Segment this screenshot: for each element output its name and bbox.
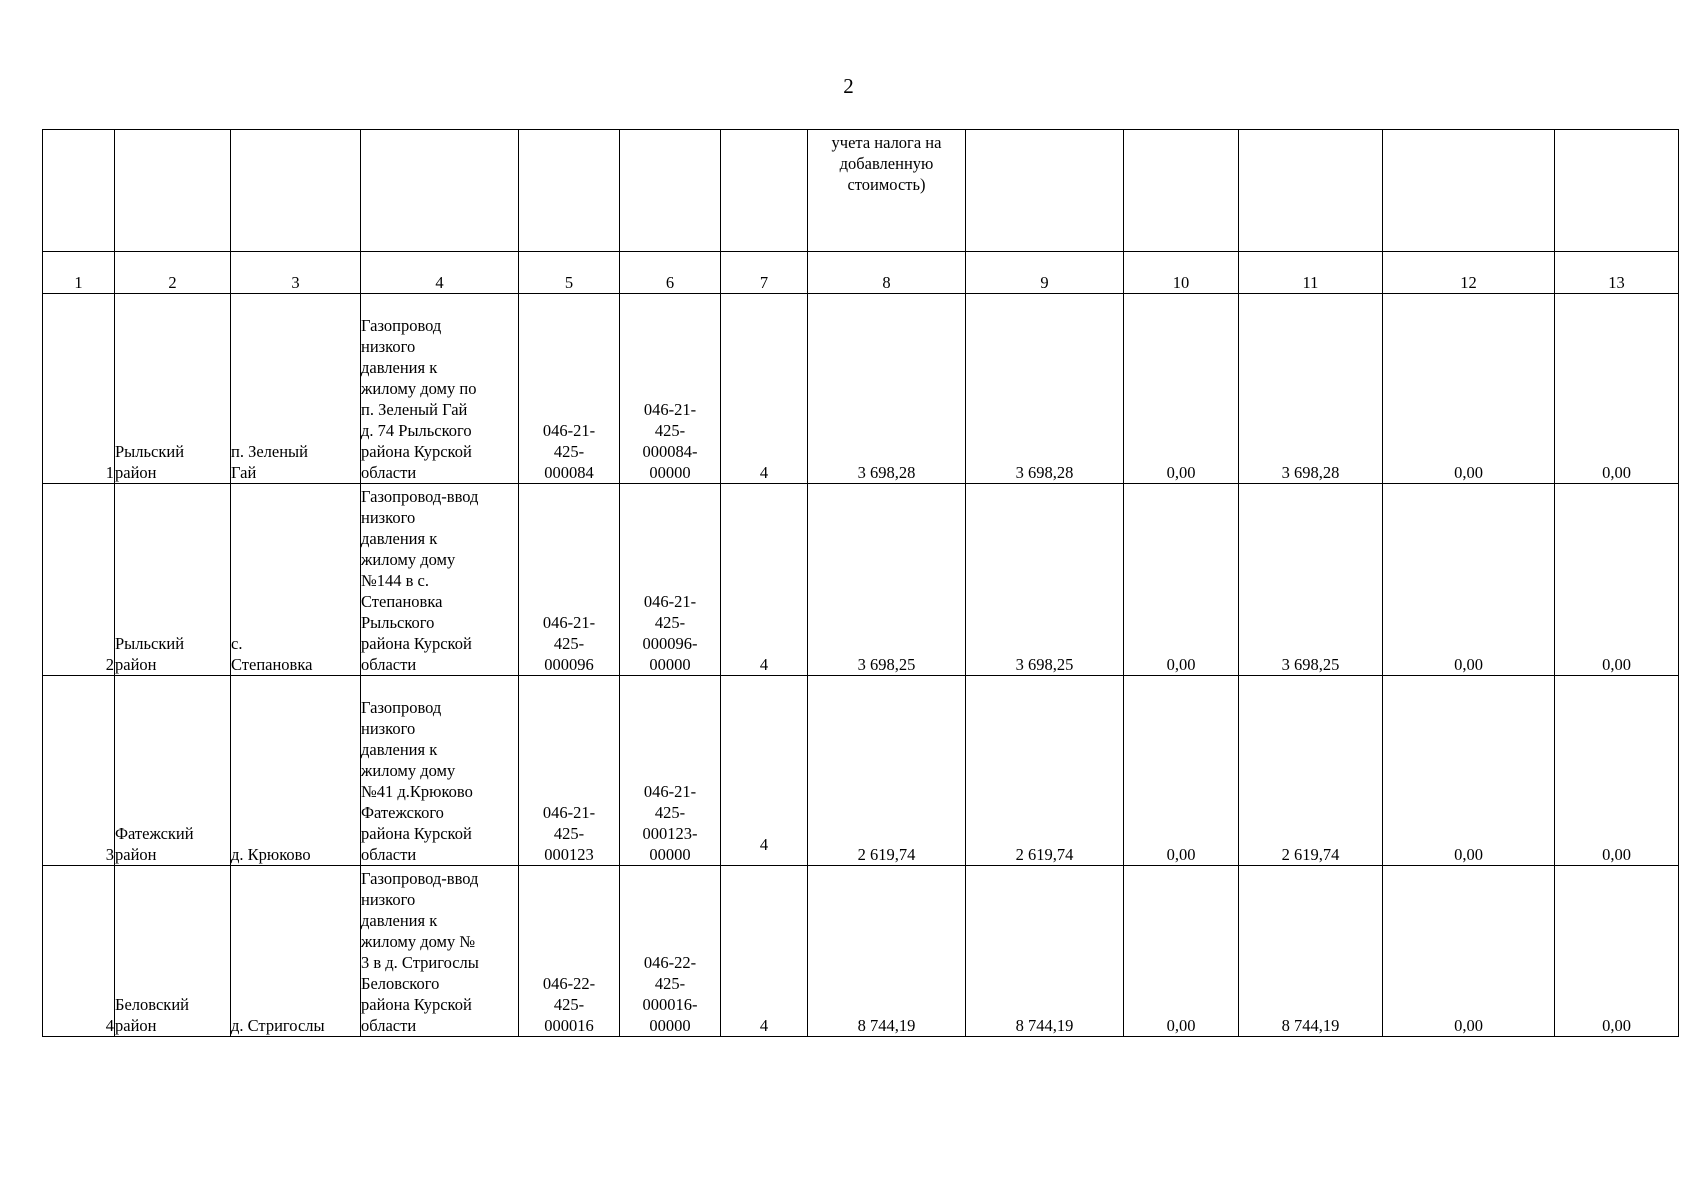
table-row <box>43 294 1679 484</box>
column-number: 11 <box>1239 252 1383 294</box>
code2-cell: 046-22- 425- 000016- 00000 <box>620 866 721 1037</box>
column-number: 5 <box>519 252 620 294</box>
col8-cell: 3 698,28 <box>808 294 966 484</box>
col12-cell: 0,00 <box>1383 484 1555 676</box>
col10-cell: 0,00 <box>1124 676 1239 866</box>
col12-cell: 0,00 <box>1383 866 1555 1037</box>
col12-cell: 0,00 <box>1383 676 1555 866</box>
district-cell: Фатежский район <box>115 676 231 866</box>
col8-cell: 2 619,74 <box>808 676 966 866</box>
col12-cell: 0,00 <box>1383 294 1555 484</box>
col7-cell: 4 <box>721 484 808 676</box>
col7-cell: 4 <box>721 866 808 1037</box>
column-numbers-row <box>43 252 1679 294</box>
district-cell: Беловский район <box>115 866 231 1037</box>
col11-cell: 2 619,74 <box>1239 676 1383 866</box>
column-number: 12 <box>1383 252 1555 294</box>
table-row <box>43 676 1679 866</box>
col13-cell: 0,00 <box>1555 866 1679 1037</box>
row-index: 1 <box>43 294 115 484</box>
column-number: 10 <box>1124 252 1239 294</box>
code2-cell: 046-21- 425- 000084- 00000 <box>620 294 721 484</box>
column-number: 9 <box>966 252 1124 294</box>
col11-cell: 3 698,28 <box>1239 294 1383 484</box>
code1-cell: 046-21- 425- 000123 <box>519 676 620 866</box>
object-cell: Газопровод низкого давления к жилому дому по п. Зеленый Гай д. 74 Рыльского района Курской области <box>361 294 519 484</box>
col8-cell: 8 744,19 <box>808 866 966 1037</box>
locality-cell: п. Зеленый Гай <box>231 294 361 484</box>
col9-cell: 3 698,25 <box>966 484 1124 676</box>
column-number: 7 <box>721 252 808 294</box>
header-cell <box>1383 130 1555 252</box>
col9-cell: 2 619,74 <box>966 676 1124 866</box>
assets-table <box>42 129 1679 1037</box>
row-index: 3 <box>43 676 115 866</box>
table-row <box>43 484 1679 676</box>
header-cell <box>721 130 808 252</box>
col11-cell: 3 698,25 <box>1239 484 1383 676</box>
col11-cell: 8 744,19 <box>1239 866 1383 1037</box>
col10-cell: 0,00 <box>1124 294 1239 484</box>
locality-cell: д. Стригослы <box>231 866 361 1037</box>
col7-cell: 4 <box>721 676 808 866</box>
header-col8-text: учета налога на добавленную стоимость) <box>831 133 942 194</box>
column-number: 8 <box>808 252 966 294</box>
header-continuation-row <box>43 130 1679 252</box>
locality-cell: с. Степановка <box>231 484 361 676</box>
col9-cell: 8 744,19 <box>966 866 1124 1037</box>
object-cell: Газопровод-ввод низкого давления к жилому дому №144 в с. Степановка Рыльского района Курской области <box>361 484 519 676</box>
header-cell <box>966 130 1124 252</box>
col13-cell: 0,00 <box>1555 484 1679 676</box>
code2-cell: 046-21- 425- 000096- 00000 <box>620 484 721 676</box>
column-number: 6 <box>620 252 721 294</box>
header-cell <box>231 130 361 252</box>
table-row <box>43 866 1679 1037</box>
col13-cell: 0,00 <box>1555 294 1679 484</box>
district-cell: Рыльский район <box>115 294 231 484</box>
col8-cell: 3 698,25 <box>808 484 966 676</box>
code1-cell: 046-21- 425- 000096 <box>519 484 620 676</box>
col7-cell: 4 <box>721 294 808 484</box>
col10-cell: 0,00 <box>1124 866 1239 1037</box>
page-number: 2 <box>843 74 854 98</box>
code2-cell: 046-21- 425- 000123- 00000 <box>620 676 721 866</box>
row-index: 4 <box>43 866 115 1037</box>
header-cell <box>361 130 519 252</box>
header-cell <box>519 130 620 252</box>
header-cell <box>1124 130 1239 252</box>
object-cell: Газопровод низкого давления к жилому дому №41 д.Крюково Фатежского района Курской области <box>361 676 519 866</box>
header-cell <box>1555 130 1679 252</box>
district-cell: Рыльский район <box>115 484 231 676</box>
column-number: 4 <box>361 252 519 294</box>
column-number: 1 <box>43 252 115 294</box>
column-number: 3 <box>231 252 361 294</box>
code1-cell: 046-22- 425- 000016 <box>519 866 620 1037</box>
header-cell-col8 <box>808 130 966 252</box>
row-index: 2 <box>43 484 115 676</box>
col13-cell: 0,00 <box>1555 676 1679 866</box>
object-cell: Газопровод-ввод низкого давления к жилому дому № 3 в д. Стригослы Беловского района Курской области <box>361 866 519 1037</box>
header-cell <box>43 130 115 252</box>
col9-cell: 3 698,28 <box>966 294 1124 484</box>
header-cell <box>115 130 231 252</box>
header-cell <box>620 130 721 252</box>
column-number: 2 <box>115 252 231 294</box>
code1-cell: 046-21- 425- 000084 <box>519 294 620 484</box>
column-number: 13 <box>1555 252 1679 294</box>
col10-cell: 0,00 <box>1124 484 1239 676</box>
locality-cell: д. Крюково <box>231 676 361 866</box>
header-cell <box>1239 130 1383 252</box>
